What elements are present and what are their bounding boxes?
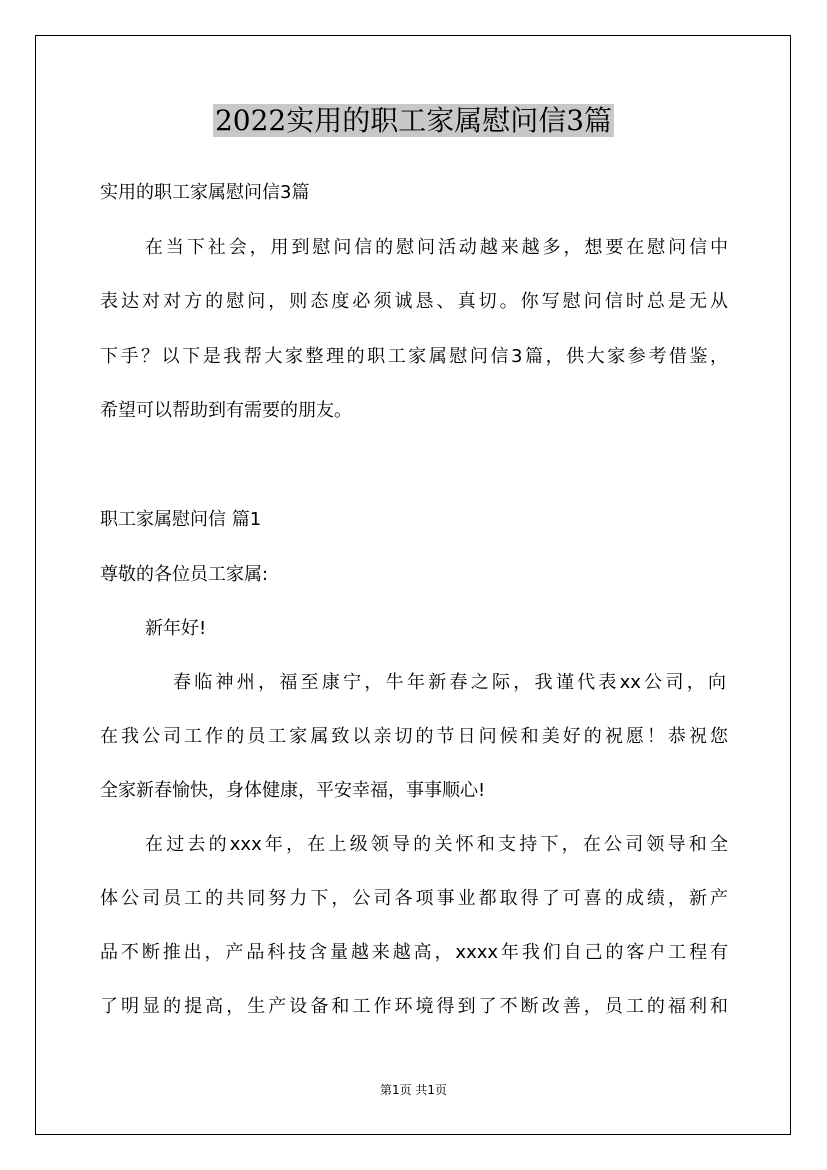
body-paragraph-line: 体公司员工的共同努力下，公司各项事业都取得了可喜的成绩，新产 xyxy=(100,888,728,909)
body-paragraph-line: 在过去的xxx年，在上级领导的关怀和支持下，在公司领导和全 xyxy=(145,834,728,855)
body-paragraph-line: 了明显的提高，生产设备和工作环境得到了不断改善，员工的福利和 xyxy=(100,996,728,1017)
body-paragraph-line: 春临神州，福至康宁，牛年新春之际，我谨代表xx公司，向 xyxy=(173,672,726,693)
page-footer: 第1页 共1页 xyxy=(379,1083,448,1097)
intro-paragraph-line: 在当下社会，用到慰问信的慰问活动越来越多，想要在慰问信中 xyxy=(145,237,728,258)
greeting: 新年好! xyxy=(145,618,207,639)
document-title: 2022实用的职工家属慰问信3篇 xyxy=(214,104,613,137)
salutation: 尊敬的各位员工家属: xyxy=(100,564,269,585)
subtitle-line: 实用的职工家属慰问信3篇 xyxy=(100,182,310,203)
intro-paragraph-line: 下手？以下是我帮大家整理的职工家属慰问信3篇，供大家参考借鉴， xyxy=(100,346,728,367)
intro-paragraph-line: 表达对对方的慰问，则态度必须诚恳、真切。你写慰问信时总是无从 xyxy=(100,291,728,312)
body-paragraph-line: 全家新春愉快，身体健康，平安幸福，事事顺心! xyxy=(100,780,486,801)
section-heading: 职工家属慰问信 篇1 xyxy=(100,509,262,530)
body-paragraph-line: 品不断推出，产品科技含量越来越高，xxxx年我们自己的客户工程有 xyxy=(100,942,728,963)
intro-paragraph-line: 希望可以帮助到有需要的朋友。 xyxy=(100,400,352,421)
body-paragraph-line: 在我公司工作的员工家属致以亲切的节日问候和美好的祝愿！恭祝您 xyxy=(100,726,728,747)
